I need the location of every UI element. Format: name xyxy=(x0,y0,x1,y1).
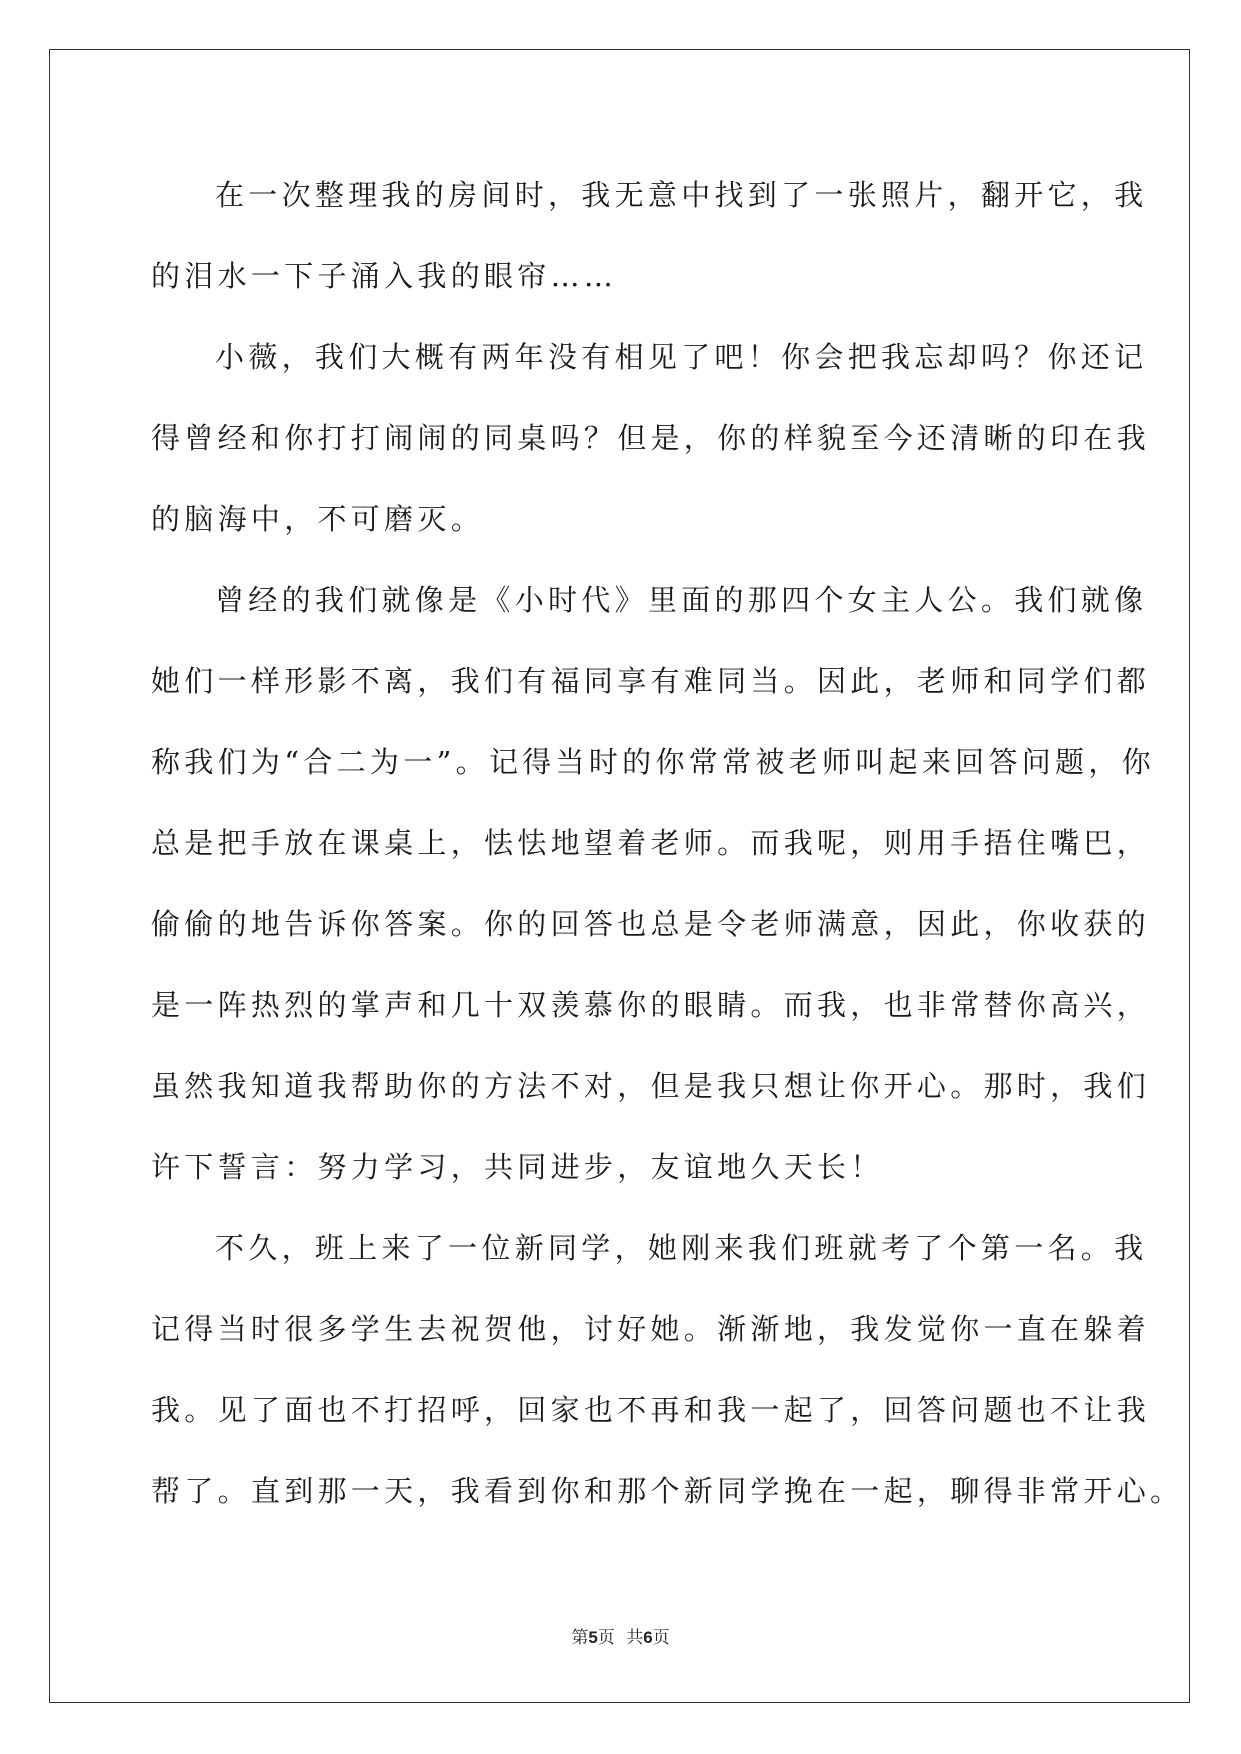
text-line: 不久，班上来了一位新同学，她刚来我们班就考了个第一名。我 xyxy=(215,1231,1148,1265)
current-page-number: 5 xyxy=(588,1628,598,1647)
footer-total-prefix: 共 xyxy=(626,1628,644,1648)
text-line: 的泪水一下子涌入我的眼帘…… xyxy=(151,259,618,293)
page-footer xyxy=(0,1623,1241,1648)
text-line: 帮了。直到那一天，我看到你和那个新同学挽在一起，聊得非常开心。 xyxy=(151,1474,1184,1508)
text-line: 曾经的我们就像是《小时代》里面的那四个女主人公。我们就像 xyxy=(215,583,1148,617)
text-line: 称我们为“合二为一”。记得当时的你常常被老师叫起来回答问题，你 xyxy=(151,745,1155,779)
text-line: 记得当时很多学生去祝贺他，讨好她。渐渐地，我发觉你一直在躲着 xyxy=(151,1312,1151,1346)
text-line: 在一次整理我的房间时，我无意中找到了一张照片，翻开它，我 xyxy=(215,178,1148,212)
text-line: 总是把手放在课桌上，怯怯地望着老师。而我呢，则用手捂住嘴巴， xyxy=(151,826,1151,860)
total-page-count: 6 xyxy=(643,1628,653,1647)
text-line: 是一阵热烈的掌声和几十双羡慕你的眼睛。而我，也非常替你高兴， xyxy=(151,988,1151,1022)
footer-prefix: 第 xyxy=(571,1628,589,1648)
document-body xyxy=(151,155,1184,1532)
text-line: 我。见了面也不打招呼，回家也不再和我一起了，回答问题也不让我 xyxy=(151,1393,1151,1427)
footer-page-word: 页 xyxy=(597,1628,615,1648)
footer-total-suffix: 页 xyxy=(652,1628,670,1648)
text-line: 虽然我知道我帮助你的方法不对，但是我只想让你开心。那时，我们 xyxy=(151,1069,1151,1103)
text-line: 她们一样形影不离，我们有福同享有难同当。因此，老师和同学们都 xyxy=(151,664,1151,698)
text-line: 的脑海中，不可磨灭。 xyxy=(151,502,485,536)
text-line: 偷偷的地告诉你答案。你的回答也总是令老师满意，因此，你收获的 xyxy=(151,907,1151,941)
text-line: 得曾经和你打打闹闹的同桌吗？但是，你的样貌至今还清晰的印在我 xyxy=(151,421,1151,455)
text-line: 许下誓言：努力学习，共同进步，友谊地久天长！ xyxy=(151,1150,884,1184)
text-line: 小薇，我们大概有两年没有相见了吧！你会把我忘却吗？你还记 xyxy=(215,340,1148,374)
